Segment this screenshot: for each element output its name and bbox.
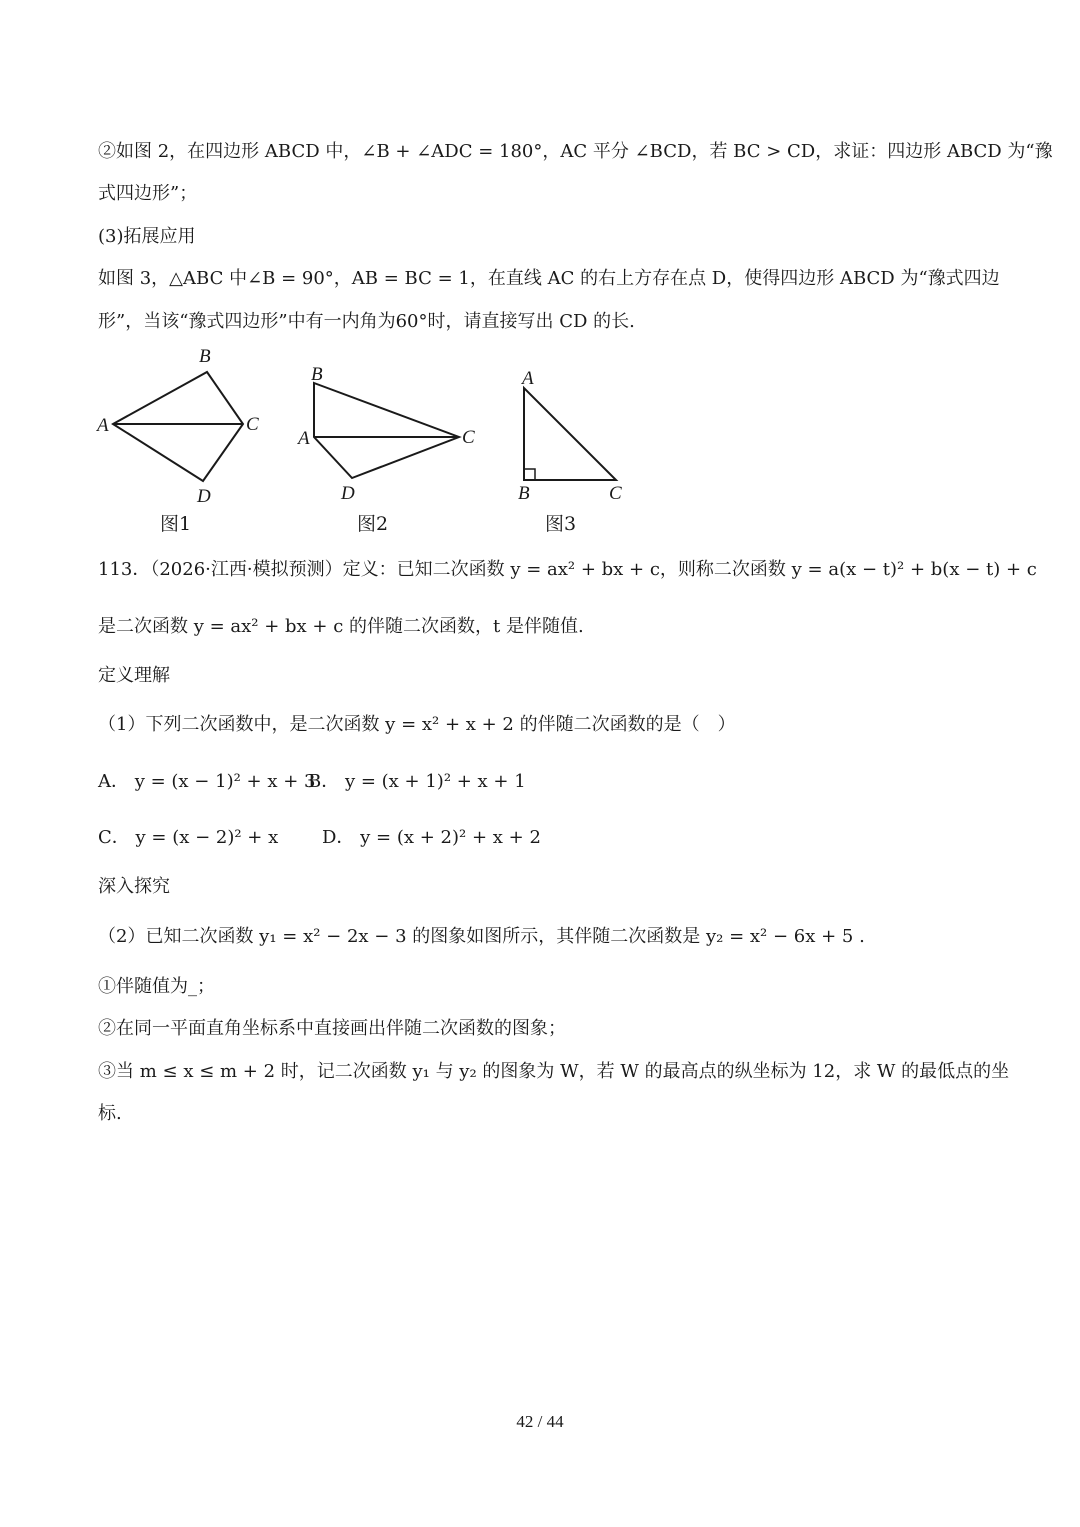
figure-2-diagram: [295, 360, 490, 510]
fig2-label-b: B: [311, 364, 323, 385]
page-number: 42 / 44: [516, 1412, 564, 1431]
option-a: A． y = (x − 1)² + x + 3: [98, 771, 316, 792]
question-113-line-2: 是二次函数 y = ax² + bx + c 的伴随二次函数，t 是伴随值.: [98, 616, 584, 637]
text-line-5: 形”，当该“豫式四边形”中有一内角为60°时，请直接写出 CD 的长.: [98, 311, 635, 332]
figure-1-diagram: [95, 340, 275, 510]
question-113-line-1: 113．（2026·江西·模拟预测）定义：已知二次函数 y = ax² + bx + c，则称二次函数 y = a(x − t)² + b(x − t) + c: [98, 559, 1037, 580]
figure-3: [510, 362, 635, 507]
fig3-label-a: A: [522, 368, 534, 389]
sub-question-2-part-3-cont: 标.: [98, 1103, 122, 1124]
fig2-label-c: C: [462, 427, 475, 448]
text-line-2: 式四边形”；: [98, 183, 198, 204]
option-c: C． y = (x − 2)² + x: [98, 827, 279, 848]
text-line-3: (3)拓展应用: [98, 226, 196, 247]
figure-2: [295, 360, 490, 510]
figure-1-caption: 图1: [160, 513, 192, 535]
sub-question-1: （1）下列二次函数中，是二次函数 y = x² + x + 2 的伴随二次函数的是（ ）: [98, 714, 736, 735]
section-heading-explore: 深入探究: [98, 876, 170, 897]
fig1-label-d: D: [197, 486, 211, 507]
option-b: B． y = (x + 1)² + x + 1: [308, 771, 526, 792]
text-line-4: 如图 3，△ABC 中∠B = 90°，AB = BC = 1，在直线 AC 的右上方存在点 D，使得四边形 ABCD 为“豫式四边: [98, 268, 1000, 289]
text-line-1: ②如图 2，在四边形 ABCD 中，∠B + ∠ADC = 180°，AC 平分 ∠BCD，若 BC > CD，求证：四边形 ABCD 为“豫: [98, 141, 1053, 162]
fig1-label-a: A: [97, 415, 109, 436]
fig1-label-b: B: [199, 346, 211, 367]
figure-3-caption: 图3: [545, 513, 577, 535]
fig2-label-a: A: [298, 428, 310, 449]
figure-2-caption: 图2: [357, 513, 389, 535]
fig2-label-d: D: [341, 483, 355, 504]
sub-question-2-part-3: ③当 m ≤ x ≤ m + 2 时，记二次函数 y₁ 与 y₂ 的图象为 W，若 W 的最高点的纵坐标为 12，求 W 的最低点的坐: [98, 1061, 1010, 1082]
sub-question-2-part-1: ①伴随值为_；: [98, 976, 215, 997]
section-heading-definition: 定义理解: [98, 665, 170, 686]
figure-1: [95, 340, 275, 510]
fig3-label-b: B: [518, 483, 530, 504]
sub-question-2: （2）已知二次函数 y₁ = x² − 2x − 3 的图象如图所示，其伴随二次函数是 y₂ = x² − 6x + 5 .: [98, 926, 865, 947]
fig1-label-c: C: [246, 414, 259, 435]
figure-3-diagram: [510, 362, 635, 507]
fig3-label-c: C: [609, 483, 622, 504]
sub-question-2-part-2: ②在同一平面直角坐标系中直接画出伴随二次函数的图象；: [98, 1018, 566, 1039]
option-d: D． y = (x + 2)² + x + 2: [322, 827, 541, 848]
